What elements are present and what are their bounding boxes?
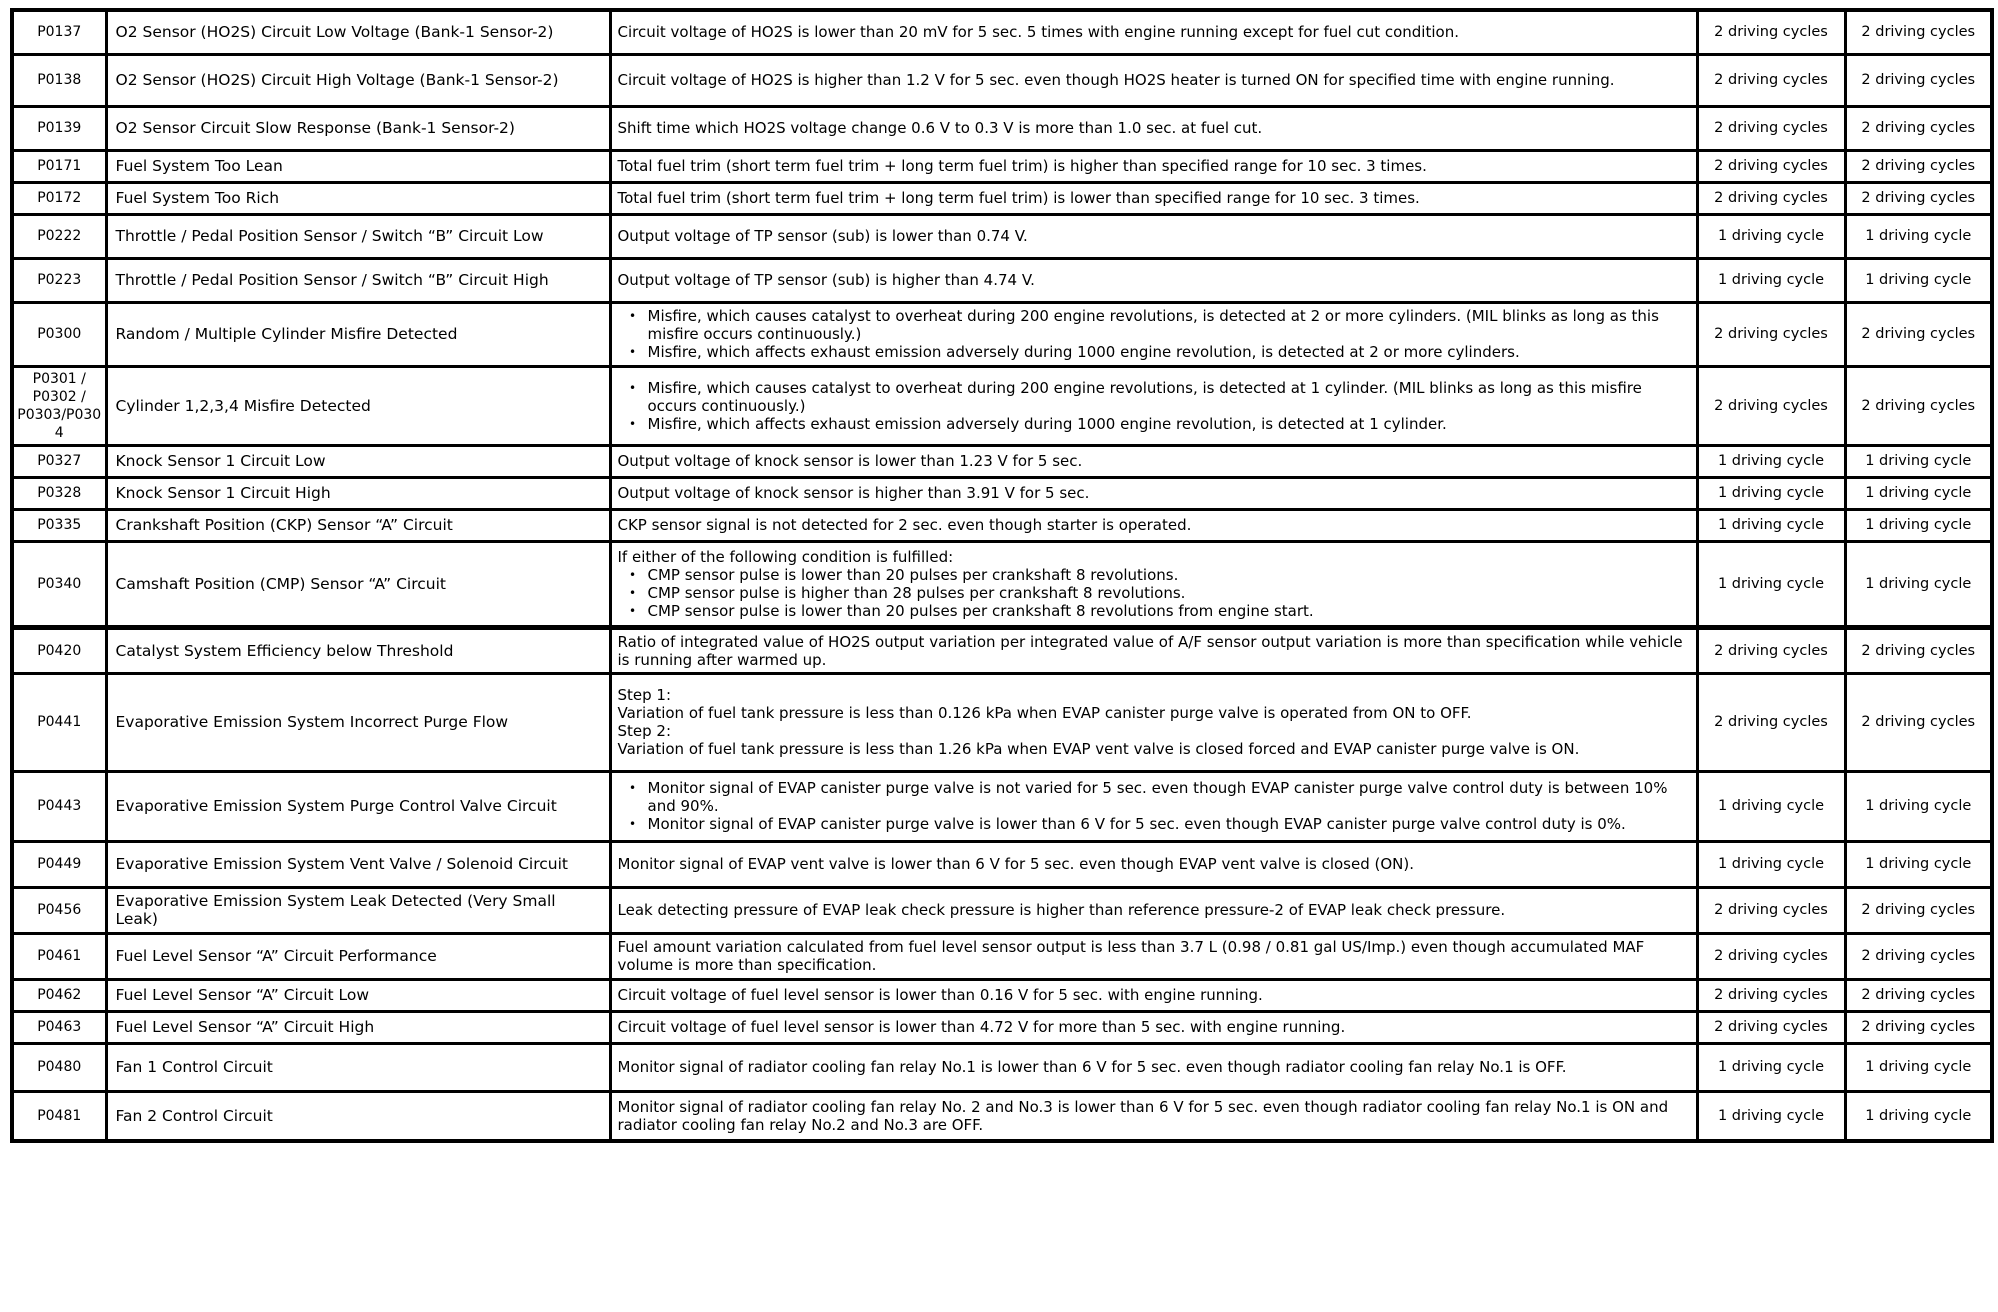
- dtc-driving-cycles-cell: 2 driving cycles: [1845, 106, 1992, 150]
- condition-line: Variation of fuel tank pressure is less than 0.126 kPa when EVAP canister purge valve is operated from ON to OFF.: [617, 704, 1472, 722]
- mil-driving-cycles-cell: 2 driving cycles: [1697, 150, 1845, 182]
- dtc-code-cell: P0449: [12, 841, 106, 887]
- condition-bullet-text: CMP sensor pulse is lower than 20 pulses per crankshaft 8 revolutions from engine start.: [647, 601, 1314, 620]
- condition-bullet-text: Monitor signal of EVAP canister purge valve is lower than 6 V for 5 sec. even though EVAP canister purge valve control duty is 0%.: [647, 815, 1626, 833]
- dtc-driving-cycles-cell: 1 driving cycle: [1845, 771, 1992, 841]
- detect-condition-cell: [610, 541, 1697, 627]
- mil-driving-cycles-cell: 2 driving cycles: [1697, 933, 1845, 979]
- detect-condition-cell: [610, 214, 1697, 258]
- detect-condition-cell: [610, 445, 1697, 477]
- condition-bullet-text: Misfire, which affects exhaust emission adversely during 1000 engine revolution, is detected at 2 or more cylinders.: [647, 343, 1520, 361]
- mil-driving-cycles-cell: 2 driving cycles: [1697, 673, 1845, 771]
- condition-line: Output voltage of knock sensor is lower than 1.23 V for 5 sec.: [617, 452, 1083, 470]
- table-row: [12, 366, 1992, 445]
- dtc-name-cell: Evaporative Emission System Purge Control Valve Circuit: [106, 771, 610, 841]
- dtc-driving-cycles-cell: 2 driving cycles: [1845, 366, 1992, 445]
- dtc-code-cell: P0138: [12, 54, 106, 106]
- condition-line: Total fuel trim (short term fuel trim + long term fuel trim) is lower than specified range for 10 sec. 3 times.: [617, 189, 1420, 207]
- detect-condition-cell: [610, 509, 1697, 541]
- dtc-table-body: [12, 10, 1992, 1141]
- dtc-driving-cycles-cell: 1 driving cycle: [1845, 841, 1992, 887]
- dtc-code-cell: P0328: [12, 477, 106, 509]
- mil-driving-cycles-cell: 2 driving cycles: [1697, 366, 1845, 445]
- dtc-name-cell: Fan 2 Control Circuit: [106, 1091, 610, 1141]
- condition-line: Ratio of integrated value of HO2S output variation per integrated value of A/F sensor output variation is more than specification while vehicle is running after warmed up.: [617, 632, 1683, 669]
- bullet-icon: •: [628, 309, 637, 323]
- condition-bullet-text: Monitor signal of EVAP canister purge valve is not varied for 5 sec. even though EVAP canister purge valve control duty is between 10% and 90%.: [647, 779, 1668, 815]
- dtc-name-cell: Fan 1 Control Circuit: [106, 1043, 610, 1091]
- detect-condition-cell: [610, 477, 1697, 509]
- detect-condition-cell: [610, 771, 1697, 841]
- condition-line: Variation of fuel tank pressure is less than 1.26 kPa when EVAP vent valve is closed forced and EVAP canister purge valve is ON.: [617, 740, 1580, 758]
- dtc-driving-cycles-cell: 2 driving cycles: [1845, 627, 1992, 673]
- dtc-name-cell: Knock Sensor 1 Circuit Low: [106, 445, 610, 477]
- dtc-code-cell: P0463: [12, 1011, 106, 1043]
- detect-condition-cell: [610, 979, 1697, 1011]
- table-row: [12, 887, 1992, 933]
- dtc-driving-cycles-cell: 1 driving cycle: [1845, 214, 1992, 258]
- dtc-driving-cycles-cell: 2 driving cycles: [1845, 887, 1992, 933]
- condition-line: Output voltage of knock sensor is higher than 3.91 V for 5 sec.: [617, 484, 1090, 502]
- mil-driving-cycles-cell: 1 driving cycle: [1697, 214, 1845, 258]
- dtc-name-cell: Fuel System Too Lean: [106, 150, 610, 182]
- dtc-driving-cycles-cell: 2 driving cycles: [1845, 54, 1992, 106]
- dtc-driving-cycles-cell: 2 driving cycles: [1845, 979, 1992, 1011]
- table-row: [12, 933, 1992, 979]
- detect-condition-cell: [610, 150, 1697, 182]
- dtc-code-cell: P0223: [12, 258, 106, 302]
- detect-condition-cell: [610, 366, 1697, 445]
- table-row: [12, 541, 1992, 627]
- dtc-name-cell: O2 Sensor (HO2S) Circuit High Voltage (Bank-1 Sensor-2): [106, 54, 610, 106]
- dtc-name-cell: Crankshaft Position (CKP) Sensor “A” Circuit: [106, 509, 610, 541]
- dtc-code-cell: P0481: [12, 1091, 106, 1141]
- table-row: [12, 106, 1992, 150]
- detect-condition-cell: [610, 1011, 1697, 1043]
- dtc-code-cell: P0420: [12, 627, 106, 673]
- dtc-name-cell: Evaporative Emission System Leak Detected (Very Small Leak): [106, 887, 610, 933]
- dtc-name-cell: Fuel Level Sensor “A” Circuit Performance: [106, 933, 610, 979]
- mil-driving-cycles-cell: 1 driving cycle: [1697, 258, 1845, 302]
- dtc-name-cell: Fuel Level Sensor “A” Circuit High: [106, 1011, 610, 1043]
- table-row: [12, 841, 1992, 887]
- table-row: [12, 979, 1992, 1011]
- dtc-code-cell: P0222: [12, 214, 106, 258]
- condition-line: Circuit voltage of fuel level sensor is lower than 4.72 V for more than 5 sec. with engine running.: [617, 1018, 1346, 1036]
- condition-line: Monitor signal of EVAP vent valve is lower than 6 V for 5 sec. even though EVAP vent valve is closed (ON).: [617, 855, 1415, 873]
- condition-bullet-item: [618, 779, 1690, 815]
- dtc-name-cell: Throttle / Pedal Position Sensor / Switch “B” Circuit High: [106, 258, 610, 302]
- dtc-code-cell: P0456: [12, 887, 106, 933]
- mil-driving-cycles-cell: 1 driving cycle: [1697, 771, 1845, 841]
- dtc-driving-cycles-cell: 2 driving cycles: [1845, 302, 1992, 366]
- bullet-icon: •: [628, 603, 637, 618]
- dtc-code-cell: P0139: [12, 106, 106, 150]
- dtc-code-cell: P0461: [12, 933, 106, 979]
- dtc-driving-cycles-cell: 1 driving cycle: [1845, 445, 1992, 477]
- condition-line: Total fuel trim (short term fuel trim + long term fuel trim) is higher than specified range for 10 sec. 3 times.: [617, 157, 1427, 175]
- mil-driving-cycles-cell: 2 driving cycles: [1697, 1011, 1845, 1043]
- condition-line: If either of the following condition is fulfilled:: [617, 547, 954, 566]
- table-row: [12, 214, 1992, 258]
- dtc-code-cell: P0335: [12, 509, 106, 541]
- condition-bullet-item: [618, 815, 1690, 833]
- dtc-name-cell: Catalyst System Efficiency below Threshold: [106, 627, 610, 673]
- mil-driving-cycles-cell: 1 driving cycle: [1697, 1091, 1845, 1141]
- table-row: [12, 445, 1992, 477]
- condition-line: Circuit voltage of fuel level sensor is lower than 0.16 V for 5 sec. with engine running.: [617, 986, 1263, 1004]
- dtc-name-cell: O2 Sensor Circuit Slow Response (Bank-1 Sensor-2): [106, 106, 610, 150]
- dtc-name-cell: Camshaft Position (CMP) Sensor “A” Circuit: [106, 541, 610, 627]
- condition-line: Circuit voltage of HO2S is higher than 1.2 V for 5 sec. even though HO2S heater is turned ON for specified time with engine running.: [617, 71, 1615, 89]
- dtc-code-cell: P0443: [12, 771, 106, 841]
- bullet-icon: •: [628, 567, 637, 582]
- dtc-name-cell: Random / Multiple Cylinder Misfire Detected: [106, 302, 610, 366]
- table-row: [12, 477, 1992, 509]
- mil-driving-cycles-cell: 2 driving cycles: [1697, 302, 1845, 366]
- table-row: [12, 54, 1992, 106]
- mil-driving-cycles-cell: 1 driving cycle: [1697, 477, 1845, 509]
- mil-driving-cycles-cell: 1 driving cycle: [1697, 445, 1845, 477]
- dtc-driving-cycles-cell: 2 driving cycles: [1845, 10, 1992, 54]
- dtc-code-cell: P0172: [12, 182, 106, 214]
- detect-condition-cell: [610, 182, 1697, 214]
- mil-driving-cycles-cell: 2 driving cycles: [1697, 887, 1845, 933]
- dtc-code-cell: P0327: [12, 445, 106, 477]
- table-row: [12, 258, 1992, 302]
- dtc-driving-cycles-cell: 1 driving cycle: [1845, 1043, 1992, 1091]
- dtc-name-cell: Throttle / Pedal Position Sensor / Switch “B” Circuit Low: [106, 214, 610, 258]
- dtc-driving-cycles-cell: 2 driving cycles: [1845, 1011, 1992, 1043]
- bullet-icon: •: [628, 817, 637, 831]
- detect-condition-cell: [610, 887, 1697, 933]
- dtc-code-cell: P0137: [12, 10, 106, 54]
- condition-bullet-item: [618, 566, 1690, 584]
- dtc-name-cell: Evaporative Emission System Incorrect Purge Flow: [106, 673, 610, 771]
- condition-bullet-item: [618, 307, 1690, 343]
- mil-driving-cycles-cell: 2 driving cycles: [1697, 106, 1845, 150]
- condition-bullet-item: [618, 343, 1690, 361]
- dtc-driving-cycles-cell: 1 driving cycle: [1845, 258, 1992, 302]
- dtc-table: [10, 8, 1994, 1143]
- condition-line: Step 1:: [617, 686, 672, 704]
- bullet-icon: •: [628, 585, 637, 600]
- condition-line: Circuit voltage of HO2S is lower than 20 mV for 5 sec. 5 times with engine running except for fuel cut condition.: [617, 23, 1459, 42]
- table-row: [12, 673, 1992, 771]
- table-row: [12, 150, 1992, 182]
- condition-bullet-item: [618, 415, 1690, 433]
- condition-line: Leak detecting pressure of EVAP leak check pressure is higher than reference pressure-2 of EVAP leak check pressure.: [617, 901, 1506, 919]
- dtc-name-cell: O2 Sensor (HO2S) Circuit Low Voltage (Bank-1 Sensor-2): [106, 10, 610, 54]
- detect-condition-cell: [610, 302, 1697, 366]
- table-row: [12, 1043, 1992, 1091]
- dtc-name-cell: Knock Sensor 1 Circuit High: [106, 477, 610, 509]
- dtc-driving-cycles-cell: 1 driving cycle: [1845, 509, 1992, 541]
- dtc-name-cell: Fuel Level Sensor “A” Circuit Low: [106, 979, 610, 1011]
- dtc-driving-cycles-cell: 2 driving cycles: [1845, 673, 1992, 771]
- detect-condition-cell: [610, 54, 1697, 106]
- dtc-code-cell: P0171: [12, 150, 106, 182]
- mil-driving-cycles-cell: 2 driving cycles: [1697, 627, 1845, 673]
- dtc-name-cell: Evaporative Emission System Vent Valve / Solenoid Circuit: [106, 841, 610, 887]
- bullet-icon: •: [628, 781, 637, 795]
- table-row: [12, 302, 1992, 366]
- detect-condition-cell: [610, 1091, 1697, 1141]
- condition-bullet-item: [618, 379, 1690, 415]
- table-row: [12, 627, 1992, 673]
- dtc-code-cell: P0301 / P0302 / P0303/P0304: [12, 366, 106, 445]
- dtc-name-cell: Fuel System Too Rich: [106, 182, 610, 214]
- dtc-code-cell: P0340: [12, 541, 106, 627]
- detect-condition-cell: [610, 106, 1697, 150]
- detect-condition-cell: [610, 841, 1697, 887]
- condition-line: Monitor signal of radiator cooling fan relay No. 2 and No.3 is lower than 6 V for 5 sec. even though radiator cooling fan relay No.1 is ON and radiator cooling fan relay No.2 and No.3 are OFF.: [617, 1097, 1669, 1134]
- dtc-code-cell: P0462: [12, 979, 106, 1011]
- detect-condition-cell: [610, 1043, 1697, 1091]
- condition-line: Output voltage of TP sensor (sub) is lower than 0.74 V.: [617, 227, 1028, 245]
- table-row: [12, 182, 1992, 214]
- table-row: [12, 10, 1992, 54]
- dtc-code-cell: P0300: [12, 302, 106, 366]
- detect-condition-cell: [610, 673, 1697, 771]
- table-row: [12, 1091, 1992, 1141]
- condition-line: Step 2:: [617, 722, 672, 740]
- condition-line: Shift time which HO2S voltage change 0.6 V to 0.3 V is more than 1.0 sec. at fuel cut.: [617, 119, 1263, 137]
- table-row: [12, 509, 1992, 541]
- condition-bullet-item: [618, 584, 1690, 602]
- dtc-driving-cycles-cell: 1 driving cycle: [1845, 541, 1992, 627]
- condition-bullet-text: CMP sensor pulse is lower than 20 pulses per crankshaft 8 revolutions.: [647, 565, 1179, 584]
- dtc-driving-cycles-cell: 1 driving cycle: [1845, 477, 1992, 509]
- dtc-driving-cycles-cell: 2 driving cycles: [1845, 933, 1992, 979]
- detect-condition-cell: [610, 627, 1697, 673]
- mil-driving-cycles-cell: 1 driving cycle: [1697, 509, 1845, 541]
- dtc-driving-cycles-cell: 2 driving cycles: [1845, 182, 1992, 214]
- bullet-icon: •: [628, 380, 637, 395]
- condition-line: CKP sensor signal is not detected for 2 sec. even though starter is operated.: [617, 516, 1192, 534]
- table-row: [12, 1011, 1992, 1043]
- mil-driving-cycles-cell: 1 driving cycle: [1697, 1043, 1845, 1091]
- mil-driving-cycles-cell: 2 driving cycles: [1697, 10, 1845, 54]
- bullet-icon: •: [628, 416, 637, 431]
- condition-bullet-text: Misfire, which affects exhaust emission adversely during 1000 engine revolution, is detected at 1 cylinder.: [647, 414, 1447, 433]
- condition-bullet-text: CMP sensor pulse is higher than 28 pulses per crankshaft 8 revolutions.: [647, 583, 1186, 602]
- table-row: [12, 771, 1992, 841]
- dtc-code-cell: P0480: [12, 1043, 106, 1091]
- mil-driving-cycles-cell: 2 driving cycles: [1697, 54, 1845, 106]
- mil-driving-cycles-cell: 2 driving cycles: [1697, 182, 1845, 214]
- mil-driving-cycles-cell: 1 driving cycle: [1697, 841, 1845, 887]
- detect-condition-cell: [610, 10, 1697, 54]
- dtc-driving-cycles-cell: 1 driving cycle: [1845, 1091, 1992, 1141]
- condition-bullet-text: Misfire, which causes catalyst to overheat during 200 engine revolutions, is detected at 1 cylinder. (MIL blinks as long as this misfire occurs continuously.): [647, 378, 1642, 415]
- dtc-name-cell: Cylinder 1,2,3,4 Misfire Detected: [106, 366, 610, 445]
- condition-line: Monitor signal of radiator cooling fan relay No.1 is lower than 6 V for 5 sec. even though radiator cooling fan relay No.1 is OFF.: [617, 1058, 1567, 1076]
- mil-driving-cycles-cell: 1 driving cycle: [1697, 541, 1845, 627]
- condition-bullet-item: [618, 602, 1690, 620]
- dtc-driving-cycles-cell: 2 driving cycles: [1845, 150, 1992, 182]
- bullet-icon: •: [628, 345, 637, 359]
- dtc-code-cell: P0441: [12, 673, 106, 771]
- condition-bullet-text: Misfire, which causes catalyst to overheat during 200 engine revolutions, is detected at 2 or more cylinders. (MIL blinks as long as this misfire occurs continuously.): [647, 307, 1659, 343]
- detect-condition-cell: [610, 258, 1697, 302]
- mil-driving-cycles-cell: 2 driving cycles: [1697, 979, 1845, 1011]
- detect-condition-cell: [610, 933, 1697, 979]
- condition-line: Fuel amount variation calculated from fuel level sensor output is less than 3.7 L (0.98 / 0.81 gal US/Imp.) even though accumulated MAF volume is more than specification.: [617, 938, 1645, 974]
- condition-line: Output voltage of TP sensor (sub) is higher than 4.74 V.: [617, 271, 1035, 289]
